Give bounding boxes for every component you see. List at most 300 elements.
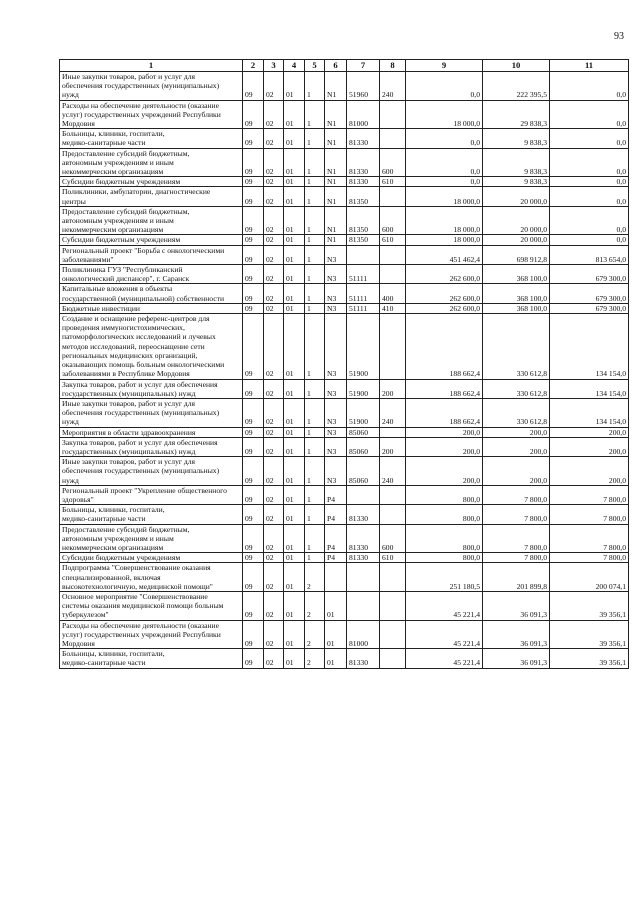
amount-cell: 262 600,0	[406, 303, 483, 313]
amount-cell: 18 000,0	[406, 235, 483, 245]
amount-cell: 0,0	[406, 129, 483, 148]
amount-cell: 0,0	[550, 72, 629, 101]
code-cell: 1	[305, 129, 325, 148]
code-cell: 09	[243, 591, 264, 620]
code-cell	[380, 591, 406, 620]
code-cell: 01	[325, 591, 347, 620]
row-name-line: Бюджетные инвестиции	[62, 303, 140, 313]
amount-cell: 0,0	[550, 177, 629, 187]
column-header: 1	[60, 60, 243, 72]
code-cell: 09	[243, 303, 264, 313]
code-cell: 01	[284, 206, 305, 235]
code-cell: 610	[380, 177, 406, 187]
amount-cell: 679 300,0	[550, 265, 629, 284]
code-cell	[347, 591, 380, 620]
amount-cell: 200,0	[406, 427, 483, 437]
row-name-line: оказывающих помощь больным онкологическими	[62, 360, 225, 370]
column-header: 3	[264, 60, 284, 72]
code-cell: 81000	[347, 100, 380, 129]
code-cell: 09	[243, 649, 264, 668]
table-row	[60, 649, 629, 668]
code-cell: 01	[284, 563, 305, 592]
code-cell: 01	[284, 187, 305, 206]
code-cell: P4	[325, 505, 347, 524]
code-cell: 09	[243, 524, 264, 553]
amount-cell: 800,0	[406, 553, 483, 563]
row-name-line: Капитальные вложения в объекты	[62, 284, 173, 294]
amount-cell: 368 100,0	[483, 265, 550, 284]
code-cell: 1	[305, 457, 325, 486]
table-row	[60, 398, 629, 427]
code-cell: 02	[264, 620, 284, 649]
row-name	[60, 620, 243, 649]
code-cell: 02	[264, 563, 284, 592]
row-name-line: Предоставление субсидий бюджетным,	[62, 206, 190, 216]
amount-cell: 7 800,0	[550, 553, 629, 563]
code-cell	[380, 187, 406, 206]
code-cell: 09	[243, 187, 264, 206]
row-name-line: государственной (муниципальной) собственности	[62, 293, 225, 303]
code-cell: 02	[264, 314, 284, 379]
code-cell: 51960	[347, 72, 380, 101]
amount-cell: 7 800,0	[550, 505, 629, 524]
amount-cell: 800,0	[406, 485, 483, 504]
code-cell: 02	[264, 398, 284, 427]
table-row	[60, 245, 629, 264]
table-row	[60, 553, 629, 563]
code-cell: 01	[284, 314, 305, 379]
row-name-line: государственных (муниципальных) нужд	[62, 388, 196, 398]
code-cell: 09	[243, 620, 264, 649]
row-name	[60, 265, 243, 284]
code-cell: 02	[264, 553, 284, 563]
row-name	[60, 177, 243, 187]
code-cell: 1	[305, 314, 325, 379]
column-header: 4	[284, 60, 305, 72]
amount-cell: 7 800,0	[550, 485, 629, 504]
code-cell: N1	[325, 235, 347, 245]
code-cell: 1	[305, 398, 325, 427]
code-cell: 1	[305, 553, 325, 563]
code-cell: 09	[243, 563, 264, 592]
code-cell: 02	[264, 649, 284, 668]
row-name-line: автономным учреждениям и иным	[62, 533, 174, 543]
amount-cell: 45 221,4	[406, 591, 483, 620]
row-name	[60, 235, 243, 245]
code-cell	[380, 245, 406, 264]
row-name-line: Закупка товаров, работ и услуг для обеспечения	[62, 437, 218, 447]
amount-cell: 200,0	[550, 437, 629, 456]
code-cell: 02	[264, 206, 284, 235]
code-cell: 81350	[347, 235, 380, 245]
code-cell: 85060	[347, 457, 380, 486]
code-cell: 02	[264, 148, 284, 177]
code-cell: 01	[284, 100, 305, 129]
code-cell: N1	[325, 177, 347, 187]
code-cell	[380, 314, 406, 379]
code-cell: 01	[284, 457, 305, 486]
row-name	[60, 427, 243, 437]
code-cell: 01	[284, 591, 305, 620]
code-cell: N1	[325, 187, 347, 206]
row-name-line: Мордовия	[62, 638, 95, 648]
code-cell: 200	[380, 379, 406, 398]
column-header: 9	[406, 60, 483, 72]
code-cell: N3	[325, 284, 347, 303]
row-name	[60, 379, 243, 398]
code-cell: 410	[380, 303, 406, 313]
amount-cell: 800,0	[406, 524, 483, 553]
row-name-line: медико-санитарные части	[62, 658, 146, 668]
page-number: 93	[614, 31, 624, 42]
code-cell: 01	[284, 303, 305, 313]
code-cell: 02	[264, 303, 284, 313]
code-cell: 01	[284, 379, 305, 398]
row-name-line: туберкулезом"	[62, 610, 109, 620]
amount-cell: 188 662,4	[406, 314, 483, 379]
code-cell: 240	[380, 72, 406, 101]
row-name-line: Предоставление субсидий бюджетным,	[62, 148, 190, 158]
code-cell	[380, 563, 406, 592]
code-cell: 1	[305, 485, 325, 504]
row-name-line: Иные закупки товаров, работ и услуг для	[62, 457, 196, 467]
table-row	[60, 303, 629, 313]
table-row	[60, 100, 629, 129]
code-cell: 09	[243, 129, 264, 148]
row-name-line: обеспечения государственных (муниципальных)	[62, 81, 220, 91]
code-cell: 01	[284, 284, 305, 303]
code-cell: 02	[264, 505, 284, 524]
column-header: 11	[550, 60, 629, 72]
code-cell: 600	[380, 206, 406, 235]
code-cell: 01	[284, 177, 305, 187]
code-cell: 02	[264, 100, 284, 129]
row-name	[60, 206, 243, 235]
row-name-line: Предоставление субсидий бюджетным,	[62, 524, 190, 534]
row-name	[60, 72, 243, 101]
amount-cell: 9 838,3	[483, 148, 550, 177]
code-cell: 1	[305, 524, 325, 553]
amount-cell: 200 074,1	[550, 563, 629, 592]
table-row	[60, 284, 629, 303]
code-cell: N3	[325, 437, 347, 456]
code-cell: 1	[305, 284, 325, 303]
code-cell: N1	[325, 129, 347, 148]
code-cell: N3	[325, 379, 347, 398]
amount-cell: 0,0	[550, 129, 629, 148]
code-cell: 02	[264, 457, 284, 486]
row-name	[60, 591, 243, 620]
code-cell: 1	[305, 100, 325, 129]
table-row	[60, 563, 629, 592]
code-cell: 02	[264, 129, 284, 148]
code-cell: 51900	[347, 398, 380, 427]
table-row	[60, 129, 629, 148]
amount-cell: 188 662,4	[406, 379, 483, 398]
code-cell: 600	[380, 524, 406, 553]
code-cell: 02	[264, 72, 284, 101]
amount-cell: 39 356,1	[550, 649, 629, 668]
code-cell: P4	[325, 553, 347, 563]
column-header: 5	[305, 60, 325, 72]
code-cell: 01	[284, 72, 305, 101]
code-cell: 09	[243, 505, 264, 524]
row-name	[60, 485, 243, 504]
code-cell: 240	[380, 398, 406, 427]
code-cell: 2	[305, 563, 325, 592]
code-cell: 81330	[347, 524, 380, 553]
code-cell: 2	[305, 649, 325, 668]
amount-cell: 200,0	[483, 427, 550, 437]
amount-cell: 698 912,8	[483, 245, 550, 264]
code-cell: 600	[380, 148, 406, 177]
table-row	[60, 72, 629, 101]
code-cell	[325, 563, 347, 592]
amount-cell: 9 838,3	[483, 177, 550, 187]
code-cell: 1	[305, 245, 325, 264]
code-cell: P4	[325, 485, 347, 504]
row-name-line: государственных (муниципальных) нужд	[62, 446, 196, 456]
code-cell: 02	[264, 235, 284, 245]
table-row	[60, 177, 629, 187]
row-name-line: заболеваниями"	[62, 254, 114, 264]
row-name	[60, 524, 243, 553]
code-cell: 01	[284, 398, 305, 427]
code-cell: 81330	[347, 553, 380, 563]
row-name-line: Больницы, клиники, госпитали,	[62, 129, 165, 139]
amount-cell: 36 091,3	[483, 591, 550, 620]
code-cell: P4	[325, 524, 347, 553]
code-cell: 09	[243, 398, 264, 427]
code-cell: N3	[325, 427, 347, 437]
table-row	[60, 148, 629, 177]
code-cell: 09	[243, 265, 264, 284]
amount-cell: 330 612,8	[483, 398, 550, 427]
row-name-line: медико-санитарные части	[62, 138, 146, 148]
row-name	[60, 129, 243, 148]
column-header: 7	[347, 60, 380, 72]
amount-cell: 0,0	[550, 206, 629, 235]
row-name-line: Подпрограмма "Совершенствование оказания	[62, 563, 211, 573]
code-cell: N1	[325, 100, 347, 129]
code-cell: 01	[284, 265, 305, 284]
budget-table	[59, 59, 629, 669]
table-row	[60, 206, 629, 235]
table-row	[60, 427, 629, 437]
row-name-line: региональных медицинских организаций,	[62, 350, 198, 360]
row-name-line: нужд	[62, 475, 79, 485]
amount-cell: 0,0	[406, 148, 483, 177]
code-cell: 81330	[347, 649, 380, 668]
code-cell: 09	[243, 72, 264, 101]
row-name-line: услуг) государственных учреждений Республики	[62, 109, 221, 119]
code-cell: 1	[305, 379, 325, 398]
row-name	[60, 398, 243, 427]
row-name-line: Больницы, клиники, госпитали,	[62, 505, 165, 515]
code-cell: 81330	[347, 505, 380, 524]
code-cell: 02	[264, 485, 284, 504]
code-cell: 1	[305, 148, 325, 177]
row-name-line: медико-санитарные части	[62, 514, 146, 524]
amount-cell: 36 091,3	[483, 649, 550, 668]
row-name-line: Поликлиники, амбулатории, диагностические	[62, 187, 211, 197]
row-name-line: онкологический диспансер", г. Саранск	[62, 274, 190, 284]
amount-cell: 188 662,4	[406, 398, 483, 427]
row-name-line: Региональный проект "Укрепление общественного	[62, 485, 227, 495]
code-cell: 02	[264, 379, 284, 398]
code-cell: 85060	[347, 427, 380, 437]
code-cell: 1	[305, 235, 325, 245]
code-cell: 09	[243, 457, 264, 486]
code-cell: 01	[325, 649, 347, 668]
amount-cell: 0,0	[550, 187, 629, 206]
code-cell	[380, 129, 406, 148]
amount-cell: 0,0	[406, 177, 483, 187]
amount-cell: 7 800,0	[483, 485, 550, 504]
code-cell: 01	[284, 245, 305, 264]
table-row	[60, 457, 629, 486]
table-row	[60, 187, 629, 206]
amount-cell: 222 395,5	[483, 72, 550, 101]
table-row	[60, 524, 629, 553]
code-cell: 51111	[347, 265, 380, 284]
amount-cell: 451 462,4	[406, 245, 483, 264]
code-cell	[347, 563, 380, 592]
amount-cell: 18 000,0	[406, 187, 483, 206]
code-cell: 200	[380, 437, 406, 456]
code-cell: 85060	[347, 437, 380, 456]
code-cell: 2	[305, 591, 325, 620]
code-cell: 09	[243, 177, 264, 187]
code-cell: N3	[325, 265, 347, 284]
amount-cell: 262 600,0	[406, 265, 483, 284]
code-cell: 02	[264, 177, 284, 187]
code-cell: N3	[325, 303, 347, 313]
amount-cell: 200,0	[406, 457, 483, 486]
amount-cell: 0,0	[550, 100, 629, 129]
amount-cell: 39 356,1	[550, 591, 629, 620]
code-cell: 01	[284, 129, 305, 148]
row-name	[60, 284, 243, 303]
amount-cell: 7 800,0	[483, 505, 550, 524]
code-cell: 81330	[347, 129, 380, 148]
row-name-line: Мордовия	[62, 119, 95, 129]
row-name-line: центры	[62, 196, 86, 206]
row-name-line: некоммерческим организациям	[62, 542, 164, 552]
row-name-line: Субсидии бюджетным учреждениям	[62, 177, 181, 187]
code-cell: N1	[325, 148, 347, 177]
code-cell: 09	[243, 100, 264, 129]
amount-cell: 0,0	[550, 235, 629, 245]
code-cell: N3	[325, 314, 347, 379]
table-row	[60, 437, 629, 456]
table-row	[60, 505, 629, 524]
code-cell: 01	[284, 235, 305, 245]
column-header: 2	[243, 60, 264, 72]
code-cell: 01	[284, 437, 305, 456]
header-row	[60, 60, 629, 72]
amount-cell: 18 000,0	[406, 206, 483, 235]
row-name	[60, 457, 243, 486]
table-row	[60, 620, 629, 649]
amount-cell: 7 800,0	[483, 553, 550, 563]
code-cell: 09	[243, 235, 264, 245]
amount-cell: 262 600,0	[406, 284, 483, 303]
code-cell: 01	[284, 553, 305, 563]
code-cell	[380, 100, 406, 129]
row-name-line: обеспечения государственных (муниципальных)	[62, 466, 220, 476]
code-cell: 610	[380, 235, 406, 245]
code-cell: 09	[243, 148, 264, 177]
amount-cell: 20 000,0	[483, 206, 550, 235]
row-name-line: здоровья"	[62, 494, 94, 504]
code-cell: 1	[305, 427, 325, 437]
code-cell: 610	[380, 553, 406, 563]
code-cell: 09	[243, 437, 264, 456]
row-name-line: Субсидии бюджетным учреждениям	[62, 235, 181, 245]
code-cell: 02	[264, 265, 284, 284]
amount-cell: 679 300,0	[550, 303, 629, 313]
amount-cell: 9 838,3	[483, 129, 550, 148]
code-cell: 09	[243, 245, 264, 264]
code-cell: 09	[243, 206, 264, 235]
code-cell: 02	[264, 284, 284, 303]
code-cell: 01	[284, 485, 305, 504]
row-name-line: некоммерческим организациям	[62, 225, 164, 235]
amount-cell: 200,0	[483, 437, 550, 456]
amount-cell: 20 000,0	[483, 187, 550, 206]
code-cell	[380, 427, 406, 437]
amount-cell: 39 356,1	[550, 620, 629, 649]
amount-cell: 36 091,3	[483, 620, 550, 649]
code-cell: 1	[305, 72, 325, 101]
row-name	[60, 187, 243, 206]
code-cell: 09	[243, 379, 264, 398]
code-cell: 09	[243, 485, 264, 504]
row-name-line: Иные закупки товаров, работ и услуг для	[62, 398, 196, 408]
code-cell: 51900	[347, 379, 380, 398]
table-row	[60, 379, 629, 398]
code-cell: 51900	[347, 314, 380, 379]
code-cell: 81330	[347, 177, 380, 187]
table-row	[60, 485, 629, 504]
code-cell: 240	[380, 457, 406, 486]
table-row	[60, 314, 629, 379]
code-cell: 02	[264, 427, 284, 437]
amount-cell: 368 100,0	[483, 284, 550, 303]
code-cell: 02	[264, 437, 284, 456]
row-name-line: специализированной, включая	[62, 572, 161, 582]
row-name-line: обеспечения государственных (муниципальных)	[62, 408, 220, 418]
code-cell: 1	[305, 177, 325, 187]
code-cell: N3	[325, 245, 347, 264]
code-cell: 1	[305, 187, 325, 206]
table-row	[60, 591, 629, 620]
amount-cell: 330 612,8	[483, 314, 550, 379]
amount-cell: 679 300,0	[550, 284, 629, 303]
code-cell: 01	[284, 427, 305, 437]
amount-cell: 45 221,4	[406, 649, 483, 668]
amount-cell: 7 800,0	[483, 524, 550, 553]
amount-cell: 368 100,0	[483, 303, 550, 313]
code-cell	[380, 649, 406, 668]
code-cell	[380, 620, 406, 649]
code-cell: 400	[380, 284, 406, 303]
row-name-line: высокотехнологичную, медицинской помощи"	[62, 581, 213, 591]
code-cell: 1	[305, 303, 325, 313]
amount-cell: 200,0	[483, 457, 550, 486]
code-cell: 1	[305, 437, 325, 456]
